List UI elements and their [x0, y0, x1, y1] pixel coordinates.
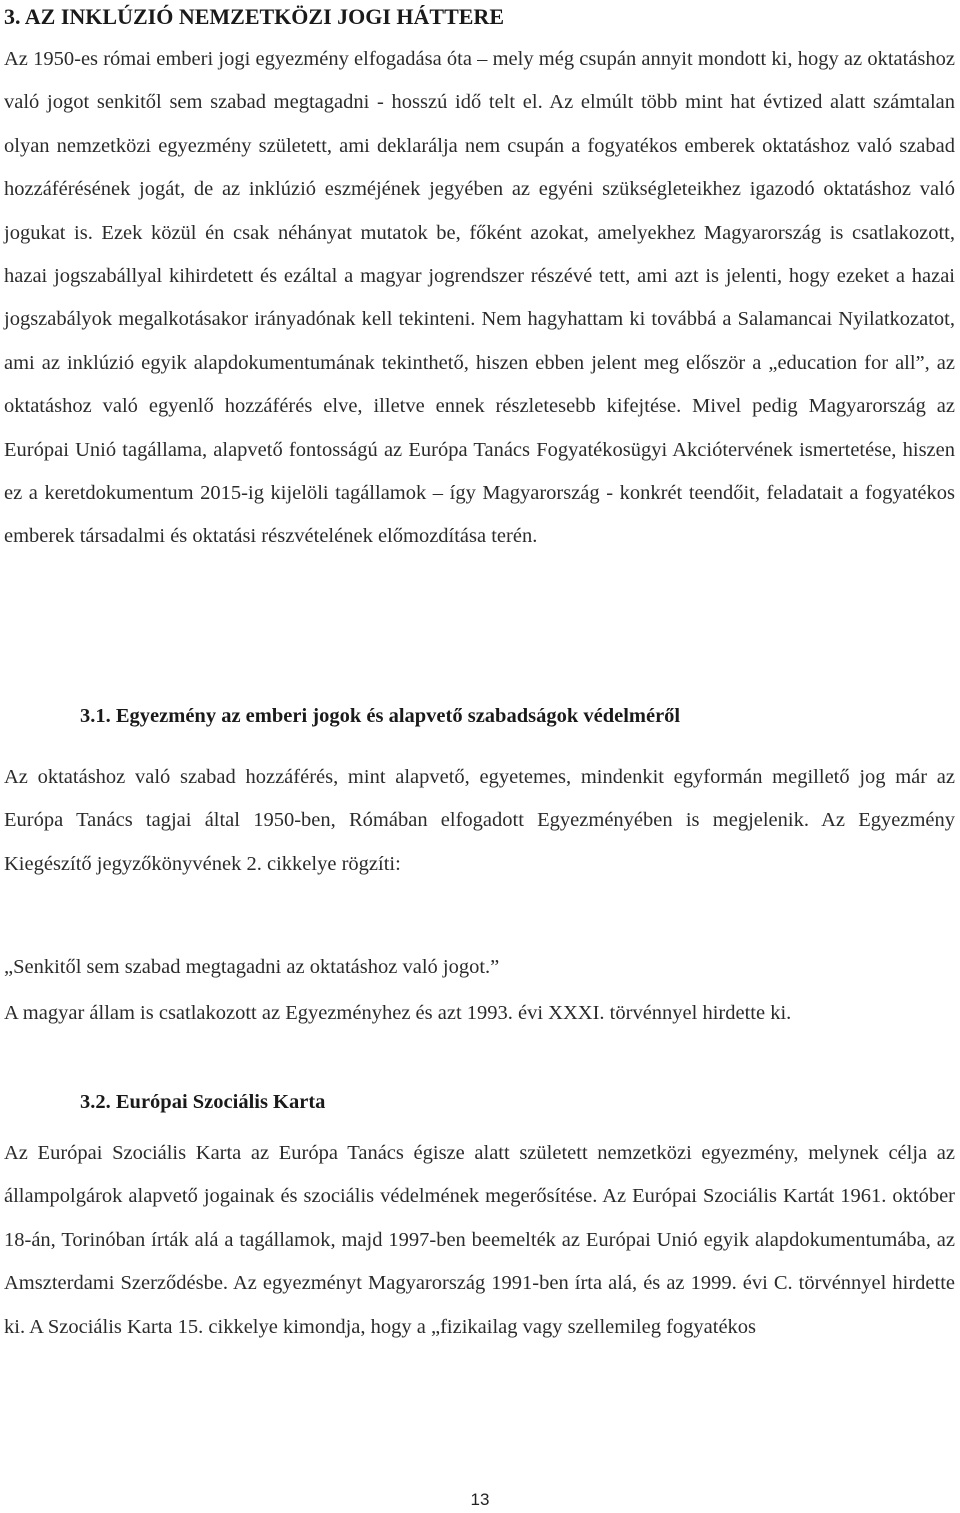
document-page	[4, 0, 955, 1434]
section-3-2-paragraph: Az Európai Szociális Karta az Európa Tanács égisze alatt született nemzetközi egyezmény, melynek célja az állampolgárok alapvető jogainak és szociális védelmének megerősítése. Az Európai Szociális Kartát 1961. október 18-án, Torinóban írták alá a tagállamok, majd 1997-ben beemelték az Európai Unió egyik alapdokumentumába, az Amszterdami Szerződésbe. Az egyezményt Magyarország 1991-ben írta alá, és az 1999. évi C. törvénnyel hirdette ki. A Szociális Karta 15. cikkelye kimondja, hogy a „fizikailag vagy szellemileg fogyatékos	[4, 1142, 955, 1338]
page-number: 13	[470, 1490, 490, 1509]
intro-paragraph: Az 1950-es római emberi jogi egyezmény elfogadása óta – mely még csupán annyit mondott ki, hogy az oktatáshoz való jogot senkitől sem szabad megtagadni - hosszú idő telt el. Az elmúlt több mint hat évtized alatt számtalan olyan nemzetközi egyezmény született, ami deklarálja nem csupán a fogyatékos emberek oktatáshoz való szabad hozzáférésének jogát, de az inklúzió eszméjének jegyében az egyéni szükségleteikhez igazodó oktatáshoz való jogukat is. Ezek közül én csak néhányat mutatok be, főként azokat, amelyekhez Magyarország is csatlakozott, hazai jogszabállyal kihirdetett és ezáltal a magyar jogrendszer részévé tett, ami azt is jelenti, hogy ezeket a hazai jogszabályok megalkotásakor irányadónak kell tekinteni. Nem hagyhattam ki továbbá a Salamancai Nyilatkozatot, ami az inklúzió egyik alapdokumentumának tekinthető, hiszen ebben jelent meg először a „education for all”, az oktatáshoz való egyenlő hozzáférés elve, illetve ennek részletesebb kifejtése. Mivel pedig Magyarország az Európai Unió tagállama, alapvető fontosságú az Európa Tanács Fogyatékosügyi Akciótervének ismertetése, hiszen ez a keretdokumentum 2015-ig kijelöli tagállamok – így Magyarország - konkrét teendőit, feladatait a fogyatékos emberek társadalmi és oktatási részvételének előmozdítása terén.	[4, 48, 955, 548]
section-3-2-heading: 3.2. Európai Szociális Karta	[80, 1091, 326, 1113]
section-3-1-paragraph: Az oktatáshoz való szabad hozzáférés, mint alapvető, egyetemes, mindenkit egyformán megillető jog már az Európa Tanács tagjai által 1950-ben, Rómában elfogadott Egyezményében is megjelenik. Az Egyezmény Kiegészítő jegyzőkönyvének 2. cikkelye rögzíti:	[4, 766, 955, 875]
ratification-paragraph: A magyar állam is csatlakozott az Egyezményhez és azt 1993. évi XXXI. törvénnyel hirdette ki.	[4, 1002, 792, 1024]
section-3-1-heading: 3.1. Egyezmény az emberi jogok és alapvető szabadságok védelméről	[80, 705, 681, 727]
quote: „Senkitől sem szabad megtagadni az oktatáshoz való jogot.”	[4, 956, 500, 978]
chapter-title: 3. AZ INKLÚZIÓ NEMZETKÖZI JOGI HÁTTERE	[4, 4, 504, 29]
